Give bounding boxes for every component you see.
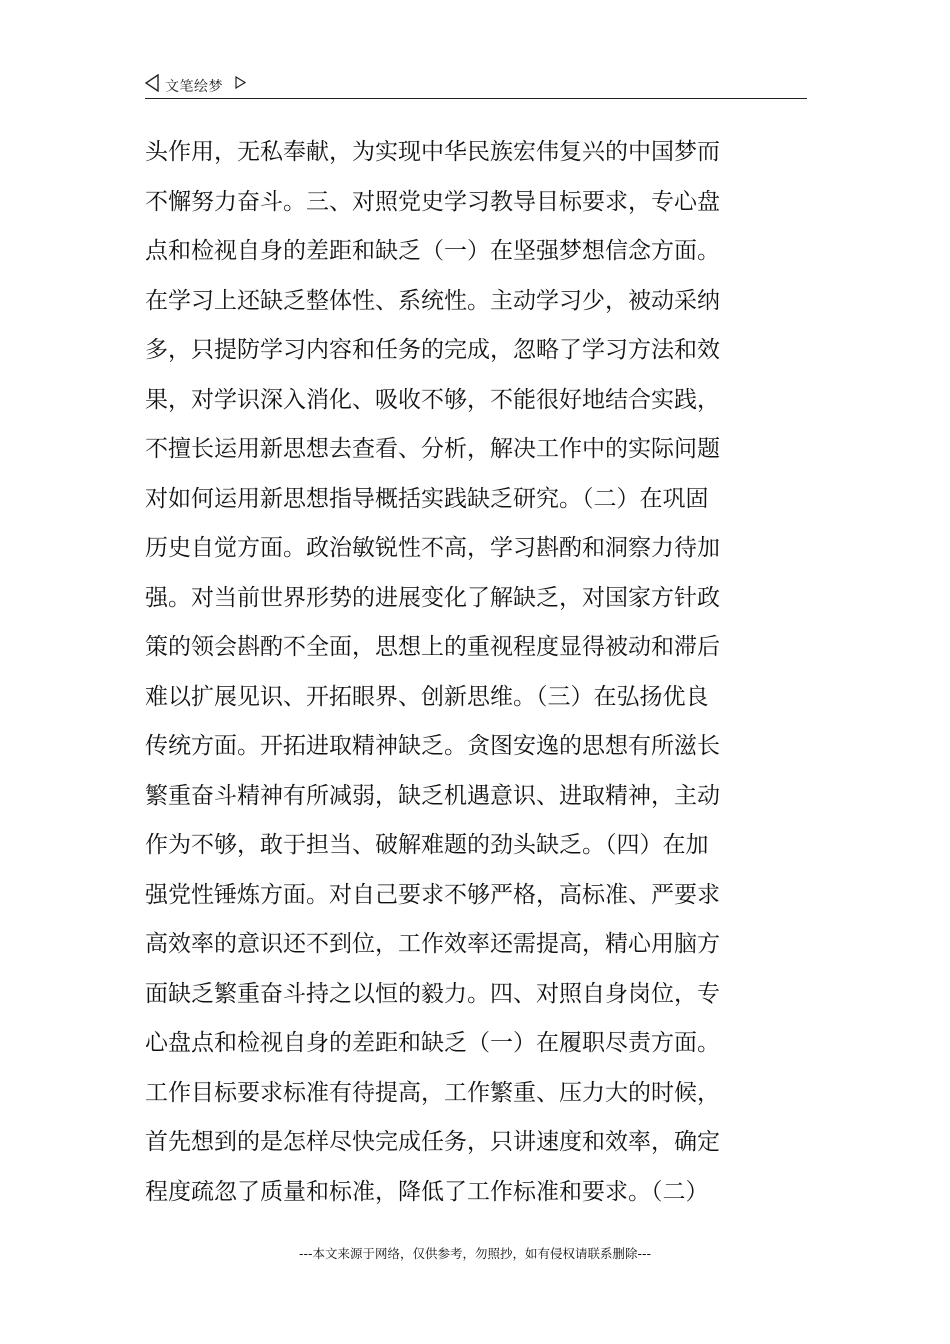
text-line: 高效率的意识还不到位，工作效率还需提高，精心用脑方 bbox=[145, 931, 720, 957]
text-line: 面缺乏繁重奋斗持之以恒的毅力。四、对照自身岗位，专 bbox=[145, 980, 720, 1007]
text-line: 不懈努力奋斗。三、对照党史学习教导目标要求，专心盘 bbox=[145, 188, 720, 215]
text-line: 难以扩展见识、开拓眼界、创新思维。（三）在弘扬优良 bbox=[145, 683, 709, 710]
triangle-right-icon bbox=[235, 76, 246, 89]
text-line: 传统方面。开拓进取精神缺乏。贪图安逸的思想有所滋长 bbox=[145, 733, 720, 759]
text-line: 对如何运用新思想指导概括实践缺乏研究。（二）在巩固 bbox=[145, 485, 709, 512]
text-line: 策的领会斟酌不全面，思想上的重视程度显得被动和滞后 bbox=[145, 634, 720, 660]
text-line: 在学习上还缺乏整体性、系统性。主动学习少，被动采纳 bbox=[145, 287, 720, 314]
text-line: 作为不够，敢于担当、破解难题的劲头缺乏。（四）在加 bbox=[145, 832, 709, 858]
text-line: 心盘点和检视自身的差距和缺乏（一）在履职尽责方面。 bbox=[145, 1030, 720, 1056]
text-line: 强党性锤炼方面。对自己要求不够严格，高标准、严要求 bbox=[145, 881, 720, 908]
body-text bbox=[145, 128, 807, 1217]
text-line: 头作用，无私奉献，为实现中华民族宏伟复兴的中国梦而 bbox=[145, 139, 720, 165]
footer-disclaimer: ---本文来源于网络，仅供参考，勿照抄，如有侵权请联系删除--- bbox=[298, 1246, 652, 1261]
text-line: 不擅长运用新思想去查看、分析，解决工作中的实际问题 bbox=[145, 436, 720, 462]
text-line: 首先想到的是怎样尽快完成任务，只讲速度和效率，确定 bbox=[145, 1129, 720, 1155]
text-line: 程度疏忽了质量和标准，降低了工作标准和要求。（二） bbox=[145, 1178, 709, 1205]
text-line: 繁重奋斗精神有所减弱，缺乏机遇意识、进取精神，主动 bbox=[145, 782, 720, 809]
text-line: 强。对当前世界形势的进展变化了解缺乏，对国家方针政 bbox=[145, 584, 720, 611]
text-line: 果，对学识深入消化、吸收不够，不能很好地结合实践， bbox=[145, 386, 720, 413]
header-title: 文笔绘梦 bbox=[165, 79, 223, 95]
text-line: 多，只提防学习内容和任务的完成，忽略了学习方法和效 bbox=[145, 337, 720, 363]
text-line: 点和检视自身的差距和缺乏（一）在坚强梦想信念方面。 bbox=[145, 238, 720, 264]
text-line: 工作目标要求标准有待提高，工作繁重、压力大的时候， bbox=[145, 1079, 720, 1106]
page-header bbox=[145, 72, 807, 99]
text-line: 历史自觉方面。政治敏锐性不高，学习斟酌和洞察力待加 bbox=[145, 535, 720, 561]
triangle-left-icon bbox=[145, 74, 159, 92]
